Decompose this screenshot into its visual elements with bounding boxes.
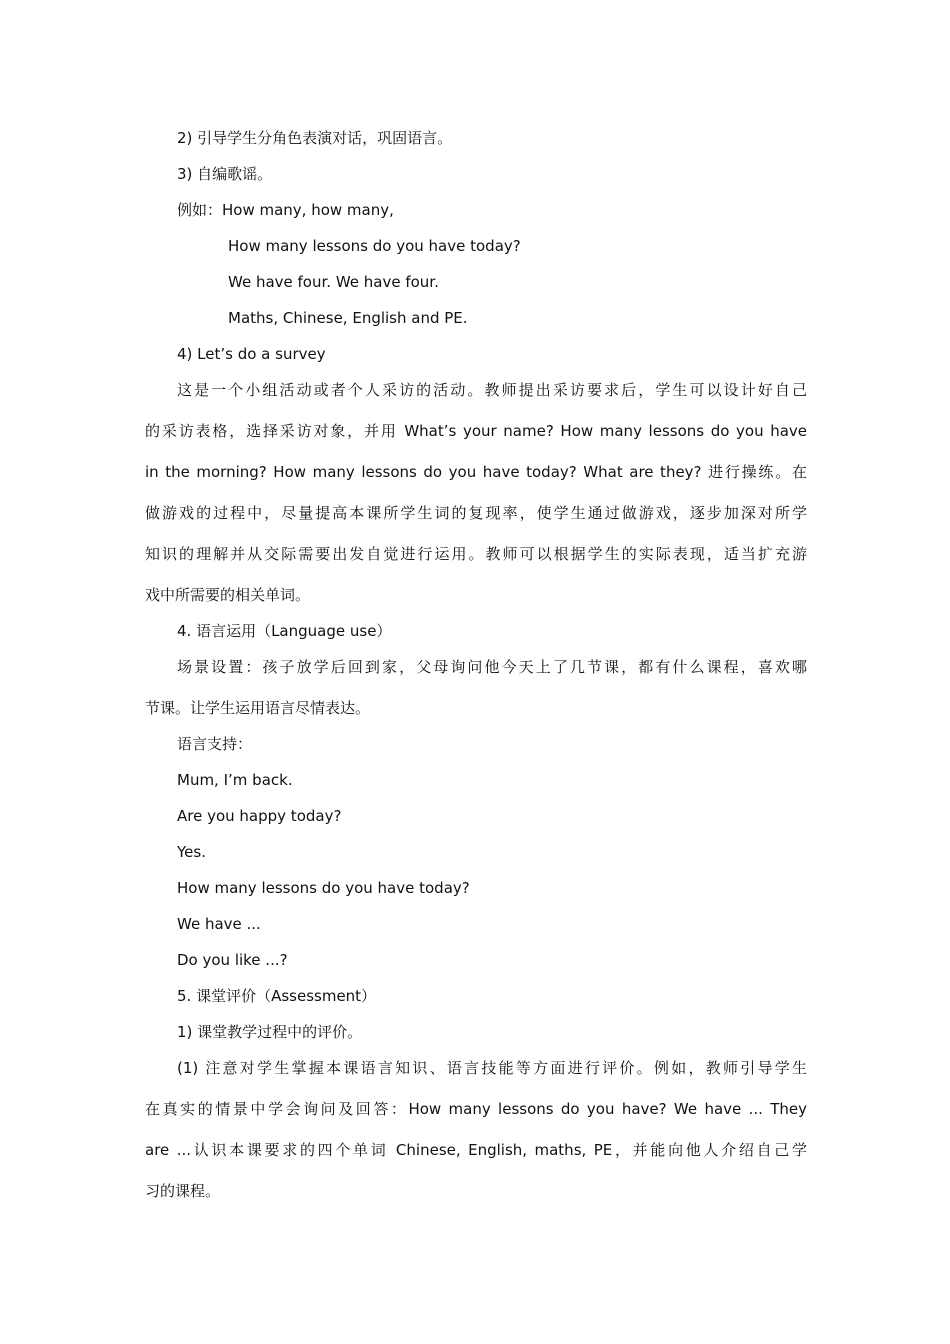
dialogue-line-5: We have ...: [177, 915, 261, 933]
chant-line-2: How many lessons do you have today?: [228, 237, 521, 255]
paragraph-survey-line-1: 这是一个小组活动或者个人采访的活动。教师提出采访要求后，学生可以设计好自己: [177, 381, 807, 399]
section-heading-assessment: 5. 课堂评价（Assessment）: [177, 987, 377, 1005]
paragraph-scene-line-1: 场景设置：孩子放学后回到家，父母询问他今天上了几节课，都有什么课程，喜欢哪: [177, 658, 807, 676]
dialogue-line-6: Do you like ...?: [177, 951, 288, 969]
paragraph-assessment-line-4: 习的课程。: [145, 1182, 221, 1200]
dialogue-line-3: Yes.: [177, 843, 206, 861]
paragraph-scene-line-2: 节课。让学生运用语言尽情表达。: [145, 699, 371, 717]
list-item-2: 2) 引导学生分角色表演对话，巩固语言。: [177, 129, 453, 147]
dialogue-line-1: Mum, I’m back.: [177, 771, 293, 789]
dialogue-line-2: Are you happy today?: [177, 807, 342, 825]
list-item-3: 3) 自编歌谣。: [177, 165, 273, 183]
paragraph-assessment-line-1: (1) 注意对学生掌握本课语言知识、语言技能等方面进行评价。例如，教师引导学生: [177, 1059, 807, 1077]
paragraph-survey-line-3: in the morning? How many lessons do you have today? What are they? 进行操练。在: [145, 463, 807, 481]
section-heading-language-use: 4. 语言运用（Language use）: [177, 622, 392, 640]
dialogue-line-4: How many lessons do you have today?: [177, 879, 470, 897]
list-item-4: 4) Let’s do a survey: [177, 345, 326, 363]
paragraph-survey-line-6: 戏中所需要的相关单词。: [145, 586, 311, 604]
paragraph-survey-line-5: 知识的理解并从交际需要出发自觉进行运用。教师可以根据学生的实际表现，适当扩充游: [145, 545, 807, 563]
paragraph-survey-line-4: 做游戏的过程中，尽量提高本课所学生词的复现率，使学生通过做游戏，逐步加深对所学: [145, 504, 807, 522]
chant-line-4: Maths, Chinese, English and PE.: [228, 309, 468, 327]
chant-example-intro: 例如：How many, how many,: [177, 201, 394, 219]
language-support-label: 语言支持：: [177, 735, 253, 753]
paragraph-assessment-line-2: 在真实的情景中学会询问及回答：How many lessons do you have? We have ... They: [145, 1100, 807, 1118]
assessment-item-1: 1) 课堂教学过程中的评价。: [177, 1023, 363, 1041]
chant-line-3: We have four. We have four.: [228, 273, 439, 291]
paragraph-assessment-line-3: are ...认识本课要求的四个单词 Chinese, English, maths, PE，并能向他人介绍自己学: [145, 1141, 807, 1159]
paragraph-survey-line-2: 的采访表格，选择采访对象，并用 What’s your name? How many lessons do you have: [145, 422, 807, 440]
